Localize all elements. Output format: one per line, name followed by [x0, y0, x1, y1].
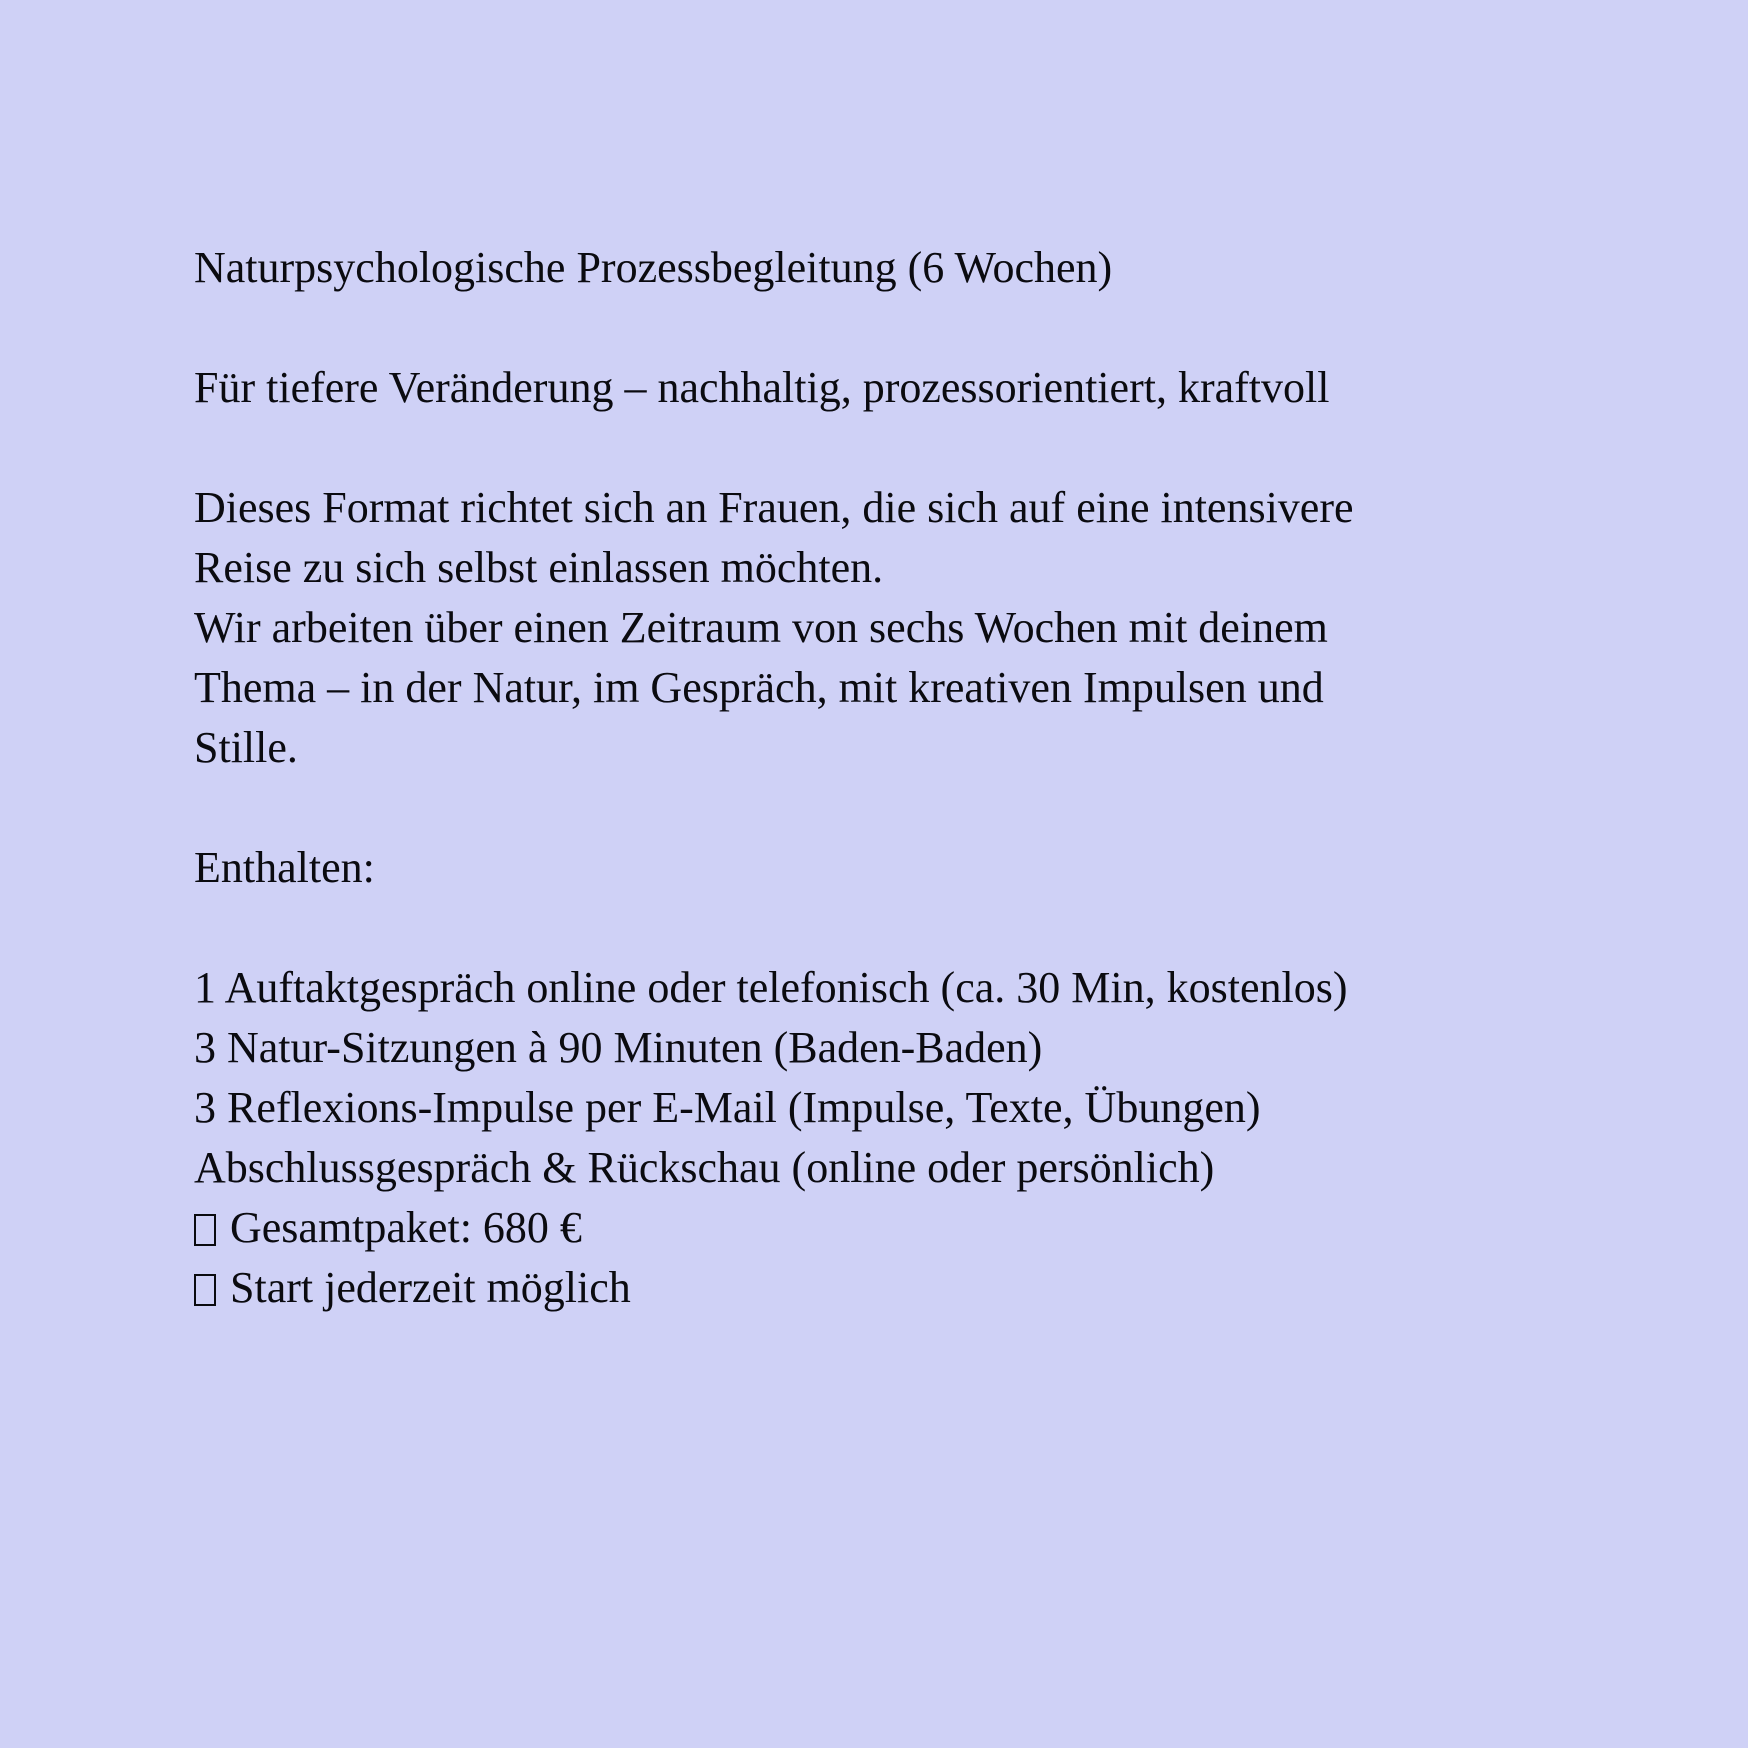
start-text: Start jederzeit möglich — [230, 1263, 631, 1312]
description-line: Wir arbeiten über einen Zeitraum von sechs Wochen mit deinem — [194, 603, 1328, 652]
start-line — [194, 1258, 1594, 1318]
spacer — [194, 778, 1594, 838]
missing-glyph-icon — [194, 1274, 216, 1306]
included-item: 3 Natur-Sitzungen à 90 Minuten (Baden-Baden) — [194, 1023, 1043, 1072]
description-line: Reise zu sich selbst einlassen möchten. — [194, 543, 884, 592]
included-item: Abschlussgespräch & Rückschau (online oder persönlich) — [194, 1143, 1215, 1192]
offer-subtitle: Für tiefere Veränderung – nachhaltig, prozessorientiert, kraftvoll — [194, 363, 1330, 412]
description-line: Thema – in der Natur, im Gespräch, mit kreativen Impulsen und — [194, 663, 1324, 712]
spacer — [194, 898, 1594, 958]
missing-glyph-icon — [194, 1214, 216, 1246]
description-line: Dieses Format richtet sich an Frauen, die sich auf eine intensivere — [194, 483, 1354, 532]
included-heading: Enthalten: — [194, 843, 375, 892]
included-item: 1 Auftaktgespräch online oder telefonisch (ca. 30 Min, kostenlos) — [194, 963, 1348, 1012]
spacer — [194, 418, 1594, 478]
description-line: Stille. — [194, 723, 298, 772]
offer-text-block — [194, 238, 1594, 1318]
spacer — [194, 298, 1594, 358]
included-item: 3 Reflexions-Impulse per E-Mail (Impulse, Texte, Übungen) — [194, 1083, 1261, 1132]
price-line — [194, 1198, 1594, 1258]
offer-title: Naturpsychologische Prozessbegleitung (6 Wochen) — [194, 243, 1113, 292]
price-text: Gesamtpaket: 680 € — [230, 1203, 582, 1252]
